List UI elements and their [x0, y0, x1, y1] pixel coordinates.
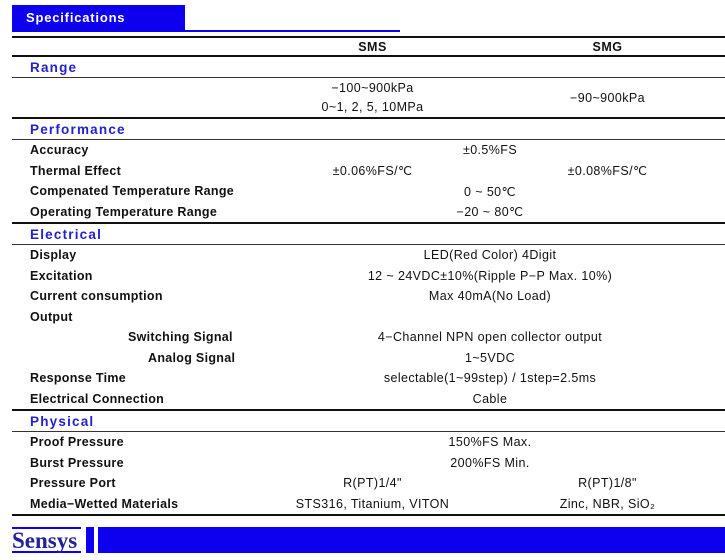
section-title-physical: Physical: [12, 411, 725, 432]
specifications-badge-label: Specifications: [26, 10, 126, 25]
row-label: Operating Temperature Range: [30, 204, 218, 219]
row-label: Proof Pressure: [30, 435, 124, 450]
spec-row-response-time: [12, 368, 725, 389]
spec-row-burst-pressure: [12, 453, 725, 474]
section-title-range: Range: [12, 57, 725, 78]
spec-row-media-wetted-materials: [12, 494, 725, 515]
spec-row-operating-temp-range: [12, 202, 725, 223]
row-value-span: −20 ~ 80℃: [456, 205, 524, 220]
section-performance: [12, 117, 725, 222]
section-range: [12, 57, 725, 117]
row-value-smg: ±0.08%FS/℃: [567, 164, 648, 179]
badge-underline: [12, 30, 400, 32]
range-sms-line-1: −100~900kPa: [331, 80, 414, 95]
row-value-span: Cable: [472, 391, 508, 406]
spec-row-electrical-connection: [12, 389, 725, 410]
spec-row-analog-signal: [12, 348, 725, 369]
table-header-row: [12, 36, 725, 57]
spec-row-excitation: [12, 266, 725, 287]
row-label: Output: [30, 309, 73, 324]
row-value-span: 4−Channel NPN open collector output: [377, 330, 603, 345]
footer: [12, 527, 725, 553]
footer-accent-bar-small: [86, 527, 94, 553]
section-electrical: [12, 222, 725, 409]
row-value-span: 0 ~ 50℃: [464, 184, 516, 199]
sensys-logo: Sensys: [12, 527, 81, 553]
row-value-sms: STS316, Titanium, VITON: [295, 496, 450, 511]
section-physical: [12, 409, 725, 514]
row-label: Pressure Port: [30, 476, 116, 491]
spec-row-current-consumption: [12, 286, 725, 307]
footer-accent-bar-large: [98, 527, 725, 553]
section-title-electrical: Electrical: [12, 224, 725, 245]
row-label: Media−Wetted Materials: [30, 496, 179, 511]
column-header-sms: SMS: [358, 39, 387, 54]
row-label: Analog Signal: [148, 350, 236, 365]
row-value-smg: R(PT)1/8": [578, 476, 637, 491]
column-header-smg: SMG: [592, 39, 623, 54]
specifications-badge: [12, 5, 185, 30]
row-label: Thermal Effect: [30, 163, 122, 178]
row-value-span: LED(Red Color) 4Digit: [423, 248, 557, 263]
row-label: Response Time: [30, 371, 127, 386]
spec-table: [12, 36, 725, 516]
row-label: Accuracy: [30, 143, 89, 158]
section-title-performance: Performance: [12, 119, 725, 140]
row-value-span: selectable(1~99step) / 1step=2.5ms: [383, 371, 597, 386]
row-value-span: Max 40mA(No Load): [428, 289, 552, 304]
row-label: Display: [30, 248, 77, 263]
row-value-span: 1~5VDC: [465, 350, 515, 365]
row-value-span: 200%FS Min.: [450, 455, 530, 470]
spec-row-range: [12, 78, 725, 117]
spec-row-pressure-port: [12, 473, 725, 494]
row-value-span: ±0.5%FS: [462, 143, 518, 158]
spec-row-accuracy: [12, 140, 725, 161]
row-label: Current consumption: [30, 289, 163, 304]
row-value-span: 150%FS Max.: [448, 435, 532, 450]
row-label: Excitation: [30, 268, 93, 283]
spec-row-switching-signal: [12, 327, 725, 348]
row-value-sms: ±0.06%FS/℃: [332, 164, 413, 179]
spec-row-compensated-temp-range: [12, 181, 725, 202]
spec-row-output: [12, 307, 725, 328]
spec-row-proof-pressure: [12, 432, 725, 453]
row-value-span: 12 ~ 24VDC±10%(Ripple P−P Max. 10%): [367, 268, 613, 283]
spec-row-thermal-effect: [12, 161, 725, 182]
range-sms-line-2: 0~1, 2, 5, 10MPa: [321, 99, 424, 114]
row-label: Burst Pressure: [30, 455, 124, 470]
row-label: Switching Signal: [128, 330, 233, 345]
row-value-sms: [255, 79, 490, 117]
row-value-smg: Zinc, NBR, SiO₂: [559, 496, 656, 511]
row-label: Electrical Connection: [30, 391, 165, 406]
spec-row-display: [12, 245, 725, 266]
row-value-smg: −90~900kPa: [570, 90, 645, 105]
row-label: Compenated Temperature Range: [30, 184, 235, 199]
row-value-sms: R(PT)1/4": [343, 476, 402, 491]
